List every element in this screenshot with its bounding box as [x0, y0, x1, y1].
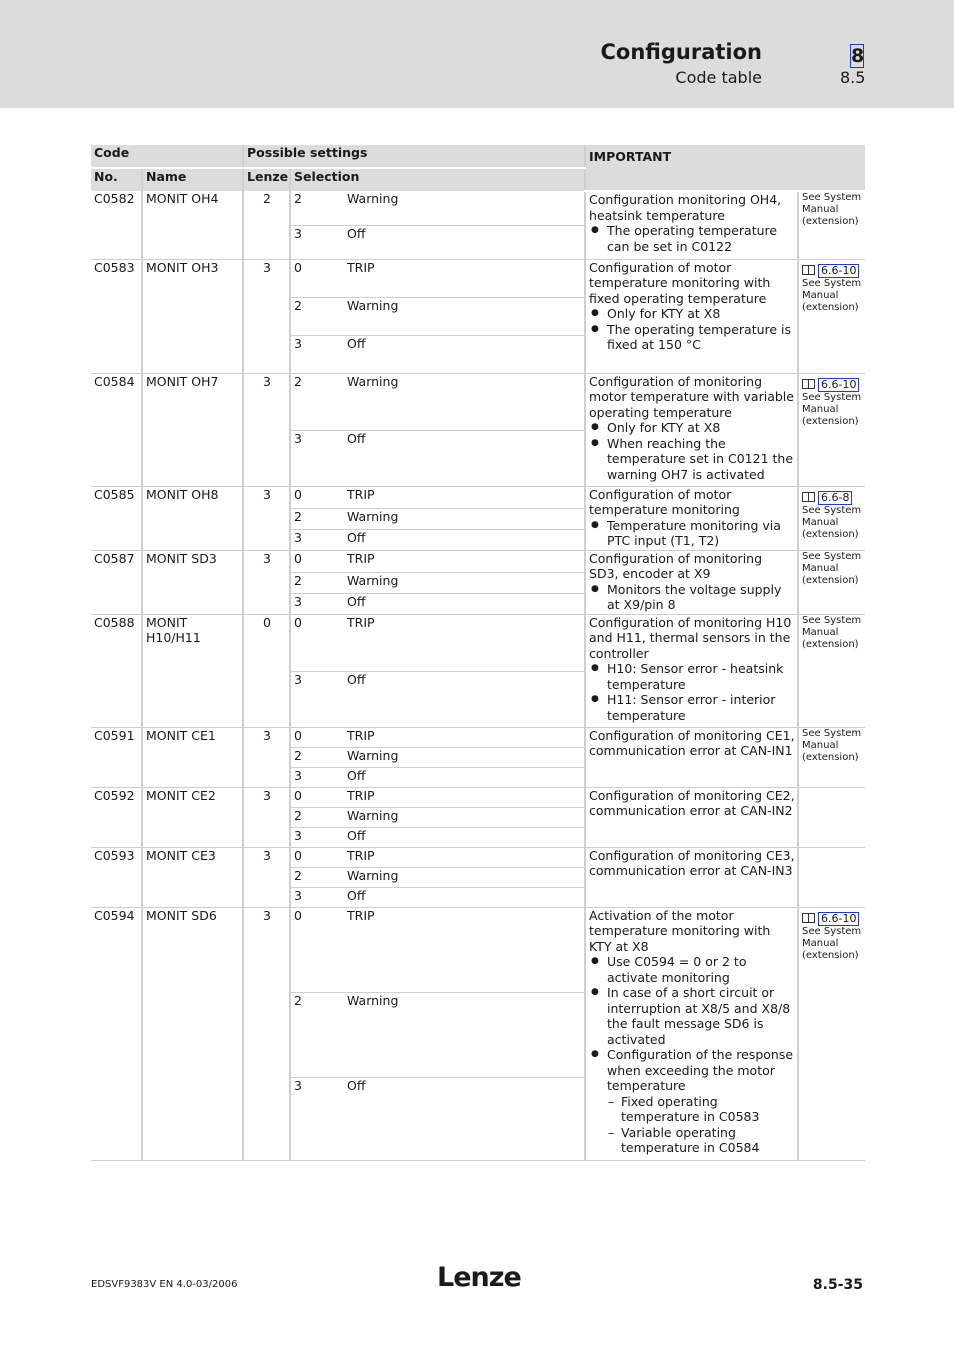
important-text: Configuration of monitoring H10 and H11, thermal sensors in the controller — [589, 614, 792, 661]
reference-note: See System Manual (extension) — [802, 504, 862, 540]
cell-lenze: 3 — [243, 373, 290, 486]
cross-reference-link[interactable]: 6.6-10 — [818, 378, 859, 392]
selection-value: 3 — [290, 225, 344, 259]
table-header-row-1 — [91, 145, 865, 168]
selection-label: Off — [344, 430, 585, 486]
reference-note: See System Manual (extension) — [802, 614, 862, 650]
selection-value: 2 — [290, 373, 344, 430]
cell-name: MONIT SD3 — [142, 550, 243, 614]
cell-lenze: 0 — [243, 614, 290, 727]
important-text: Configuration of motor temperature monitoring with fixed operating temperature — [589, 259, 771, 306]
table-row — [91, 486, 865, 508]
important-cell — [585, 907, 798, 1160]
bullet-item: ● In case of a short circuit or interruption at X8/5 and X8/8 the fault message SD6 is activated — [607, 985, 795, 1047]
reference-cell — [798, 550, 865, 614]
important-text: Configuration of monitoring SD3, encoder at X9 — [589, 550, 763, 581]
selection-value: 3 — [290, 887, 344, 907]
page-title: Configuration — [600, 40, 762, 64]
selection-label: Warning — [344, 747, 585, 767]
important-cell — [585, 727, 798, 787]
cell-name: MONIT H10/H11 — [142, 614, 243, 727]
bullet-list — [589, 420, 795, 482]
cell-no: C0584 — [91, 373, 142, 486]
important-cell — [585, 787, 798, 847]
important-text: Configuration of motor temperature monitoring — [589, 486, 740, 517]
selection-value: 3 — [290, 671, 344, 727]
reference-cell — [798, 727, 865, 787]
important-cell — [585, 259, 798, 373]
selection-label: Warning — [344, 191, 585, 225]
selection-value: 3 — [290, 430, 344, 486]
cell-name: MONIT OH8 — [142, 486, 243, 550]
reference-cell — [798, 847, 865, 907]
cell-no: C0591 — [91, 727, 142, 787]
reference-cell — [798, 486, 865, 550]
bullet-list — [589, 306, 795, 353]
book-icon — [802, 913, 815, 923]
table-row — [91, 550, 865, 572]
reference-note: See System Manual (extension) — [802, 550, 862, 586]
selection-value: 2 — [290, 191, 344, 225]
selection-value: 3 — [290, 593, 344, 614]
selection-label: Warning — [344, 373, 585, 430]
table-row — [91, 907, 865, 992]
selection-label: Warning — [344, 508, 585, 529]
important-cell — [585, 550, 798, 614]
reference-note: See System Manual (extension) — [802, 192, 862, 227]
table-row — [91, 373, 865, 430]
bullet-item: ● Only for KTY at X8 — [607, 420, 795, 436]
page-subtitle: Code table — [675, 68, 762, 87]
page-header — [0, 0, 954, 108]
selection-value: 0 — [290, 259, 344, 297]
important-text: Configuration of monitoring CE3, communication error at CAN-IN3 — [589, 847, 795, 878]
selection-value: 0 — [290, 550, 344, 572]
cell-lenze: 2 — [243, 191, 290, 259]
reference-cell — [798, 259, 865, 373]
header-name: Name — [142, 168, 243, 191]
table-row — [91, 847, 865, 867]
doc-id: EDSVF9383V EN 4.0-03/2006 — [91, 1279, 238, 1290]
cell-name: MONIT SD6 — [142, 907, 243, 1160]
selection-value: 3 — [290, 529, 344, 550]
header-possible-settings: Possible settings — [243, 145, 585, 168]
cell-name: MONIT OH7 — [142, 373, 243, 486]
bullet-item: ● Monitors the voltage supply at X9/pin 8 — [607, 582, 795, 613]
cell-no: C0587 — [91, 550, 142, 614]
reference-cell — [798, 614, 865, 727]
bullet-item: ● When reaching the temperature set in C0121 the warning OH7 is activated — [607, 436, 795, 483]
selection-value: 2 — [290, 747, 344, 767]
dash-item: – Fixed operating temperature in C0583 — [621, 1094, 795, 1125]
important-cell — [585, 373, 798, 486]
selection-label: Off — [344, 593, 585, 614]
cell-lenze: 3 — [243, 787, 290, 847]
selection-label: Off — [344, 1077, 585, 1160]
cell-name: MONIT CE3 — [142, 847, 243, 907]
bullet-list — [589, 223, 795, 254]
selection-value: 2 — [290, 992, 344, 1077]
bullet-list — [589, 582, 795, 613]
cell-lenze: 3 — [243, 550, 290, 614]
reference-cell — [798, 907, 865, 1160]
dash-list — [607, 1094, 795, 1156]
selection-value: 0 — [290, 907, 344, 992]
selection-value: 0 — [290, 614, 344, 671]
selection-value: 3 — [290, 335, 344, 373]
selection-label: TRIP — [344, 787, 585, 807]
selection-label: Off — [344, 335, 585, 373]
reference-cell — [798, 373, 865, 486]
selection-value: 2 — [290, 297, 344, 335]
selection-label: TRIP — [344, 847, 585, 867]
bullet-item: ● Temperature monitoring via PTC input (T1, T2) — [607, 518, 795, 549]
selection-value: 3 — [290, 767, 344, 787]
bullet-item: ● H11: Sensor error - interior temperature — [607, 692, 795, 723]
bullet-list — [589, 518, 795, 549]
chapter-link[interactable]: 8 — [851, 45, 865, 67]
bullet-item: ● H10: Sensor error - heatsink temperature — [607, 661, 795, 692]
selection-value: 0 — [290, 727, 344, 747]
book-icon — [802, 379, 815, 389]
important-cell — [585, 847, 798, 907]
selection-label: TRIP — [344, 614, 585, 671]
reference-cell — [798, 787, 865, 847]
table-row — [91, 191, 865, 225]
selection-label: TRIP — [344, 259, 585, 297]
cell-lenze: 3 — [243, 847, 290, 907]
important-text: Configuration monitoring OH4, heatsink temperature — [589, 192, 782, 223]
header-code: Code — [91, 145, 243, 168]
cell-no: C0583 — [91, 259, 142, 373]
cell-name: MONIT OH3 — [142, 259, 243, 373]
table-row — [91, 787, 865, 807]
selection-label: Warning — [344, 807, 585, 827]
selection-label: Warning — [344, 572, 585, 593]
header-lenze: Lenze — [243, 168, 290, 191]
dash-item: – Variable operating temperature in C0584 — [621, 1125, 795, 1156]
selection-value: 0 — [290, 847, 344, 867]
selection-label: Off — [344, 887, 585, 907]
cell-name: MONIT CE2 — [142, 787, 243, 847]
cell-name: MONIT OH4 — [142, 191, 243, 259]
selection-label: TRIP — [344, 727, 585, 747]
lenze-logo: Lenze — [437, 1262, 521, 1293]
selection-value: 2 — [290, 807, 344, 827]
header-no: No. — [91, 168, 142, 191]
bullet-item: ● The operating temperature is fixed at 150 °C — [607, 322, 795, 353]
selection-label: Warning — [344, 992, 585, 1077]
cell-no: C0592 — [91, 787, 142, 847]
table-row — [91, 614, 865, 671]
book-icon — [802, 265, 815, 275]
selection-value: 3 — [290, 827, 344, 847]
selection-label: Warning — [344, 867, 585, 887]
bullet-item: ● Configuration of the response when exceeding the motor temperature — [607, 1047, 795, 1094]
selection-value: 3 — [290, 1077, 344, 1160]
cell-no: C0582 — [91, 191, 142, 259]
bullet-item: ● Use C0594 = 0 or 2 to activate monitoring — [607, 954, 795, 985]
selection-value: 2 — [290, 572, 344, 593]
cell-no: C0588 — [91, 614, 142, 727]
selection-label: Off — [344, 225, 585, 259]
selection-label: Off — [344, 529, 585, 550]
cell-lenze: 3 — [243, 486, 290, 550]
bullet-list — [589, 954, 795, 1094]
table-row — [91, 259, 865, 297]
important-text: Configuration of monitoring CE2, communication error at CAN-IN2 — [589, 787, 795, 818]
reference-cell — [798, 191, 865, 259]
header-selection: Selection — [290, 168, 585, 191]
selection-value: 2 — [290, 867, 344, 887]
selection-label: TRIP — [344, 550, 585, 572]
selection-label: Warning — [344, 297, 585, 335]
cross-reference-link[interactable]: 6.6-10 — [818, 264, 859, 278]
important-text: Activation of the motor temperature monitoring with KTY at X8 — [589, 907, 771, 954]
selection-label: Off — [344, 671, 585, 727]
selection-label: Off — [344, 767, 585, 787]
selection-label: TRIP — [344, 486, 585, 508]
bullet-list — [589, 661, 795, 723]
table-row — [91, 727, 865, 747]
cell-no: C0585 — [91, 486, 142, 550]
important-text: Configuration of monitoring CE1, communication error at CAN-IN1 — [589, 727, 795, 758]
cross-reference-link[interactable]: 6.6-8 — [818, 491, 852, 505]
cell-lenze: 3 — [243, 907, 290, 1160]
cell-name: MONIT CE1 — [142, 727, 243, 787]
reference-note: See System Manual (extension) — [802, 727, 862, 763]
header-important: IMPORTANT — [585, 145, 865, 191]
bullet-item: ● The operating temperature can be set in C0122 — [607, 223, 795, 254]
section-number: 8.5 — [840, 68, 866, 87]
selection-value: 2 — [290, 508, 344, 529]
reference-note: See System Manual (extension) — [802, 391, 862, 427]
cell-lenze: 3 — [243, 727, 290, 787]
important-cell — [585, 614, 798, 727]
important-cell — [585, 191, 798, 259]
selection-value: 0 — [290, 787, 344, 807]
page-number: 8.5-35 — [812, 1277, 863, 1293]
cell-no: C0593 — [91, 847, 142, 907]
book-icon — [802, 492, 815, 502]
cell-no: C0594 — [91, 907, 142, 1160]
reference-note: See System Manual (extension) — [802, 277, 862, 313]
important-text: Configuration of monitoring motor temperature with variable operating temperature — [589, 373, 794, 420]
bullet-item: ● Only for KTY at X8 — [607, 306, 795, 322]
reference-note: See System Manual (extension) — [802, 925, 862, 961]
selection-label: Off — [344, 827, 585, 847]
selection-value: 0 — [290, 486, 344, 508]
cross-reference-link[interactable]: 6.6-10 — [818, 912, 859, 926]
important-cell — [585, 486, 798, 550]
cell-lenze: 3 — [243, 259, 290, 373]
selection-label: TRIP — [344, 907, 585, 992]
code-table — [91, 145, 865, 1161]
